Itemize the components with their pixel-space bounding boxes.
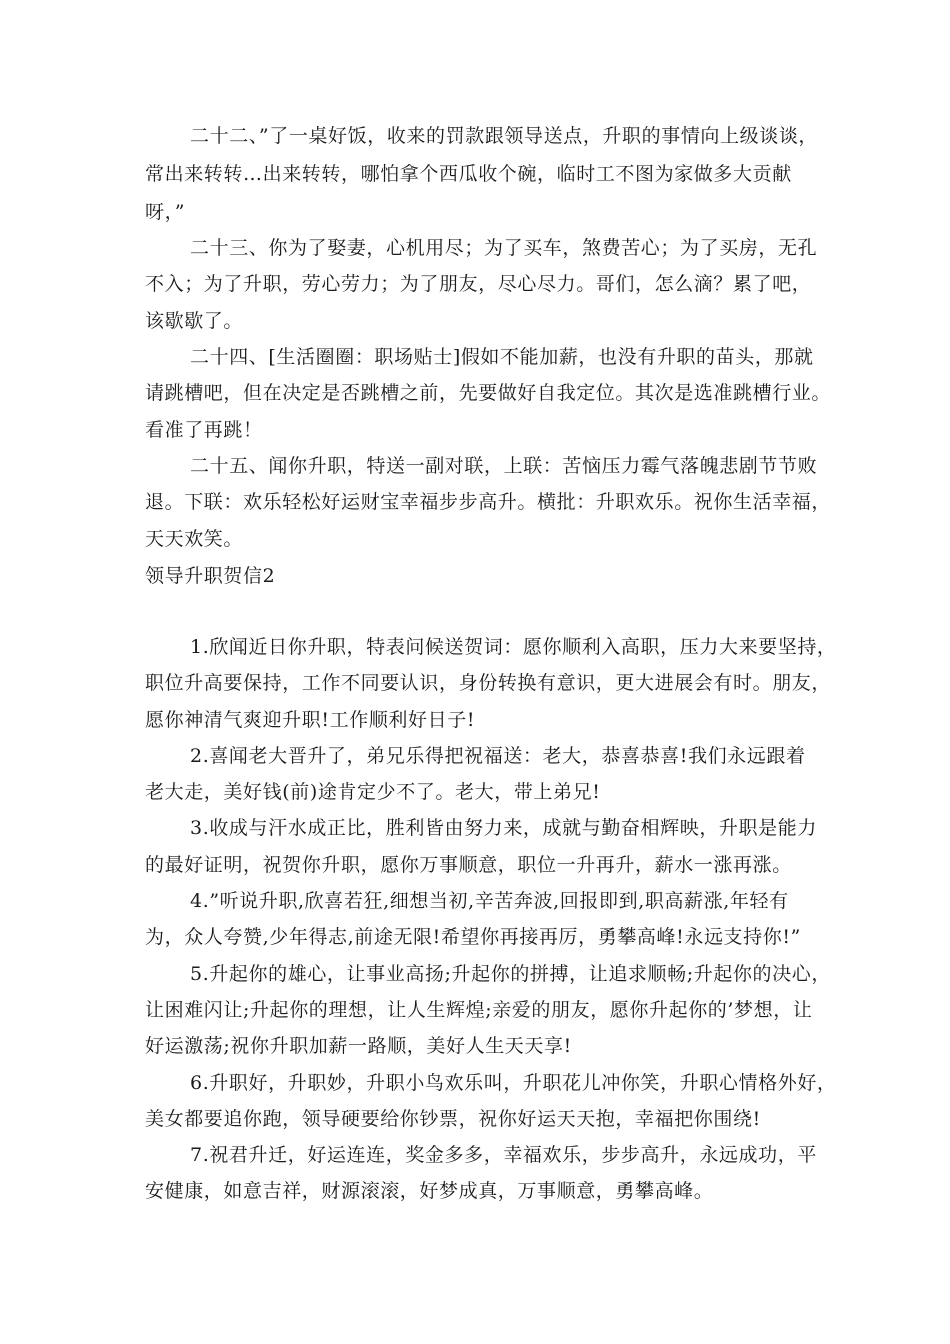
- paragraph-line: 7.祝君升迁，好运连连，奖金多多，幸福欢乐，步步高升，永远成功，平: [190, 1144, 817, 1166]
- paragraph-line: 6.升职好，升职妙，升职小鸟欢乐叫，升职花儿冲你笑，升职心情格外好，: [190, 1072, 837, 1094]
- paragraph-line: 安健康，如意吉祥，财源滚滚，好梦成真，万事顺意，勇攀高峰。: [145, 1180, 714, 1202]
- paragraph-line: 天天欢笑。: [145, 528, 244, 550]
- paragraph-line: 职位升高要保持，工作不同要认识，身份转换有意识，更大进展会有时。朋友，: [145, 672, 832, 694]
- paragraph-line: 1.欣闻近日你升职，特表问候送贺词：愿你顺利入高职，压力大来要坚持，: [190, 636, 837, 658]
- paragraph-line: 看准了再跳！: [145, 419, 263, 441]
- paragraph-line: 呀，”: [145, 201, 186, 223]
- paragraph-line: 该歇歇了。: [145, 310, 244, 332]
- paragraph-line: 二十四、[生活圈圈：职场贴士]假如不能加薪，也没有升职的苗头，那就: [190, 346, 814, 368]
- paragraph-line: 二十二、”了一桌好饭，收来的罚款跟领导送点，升职的事情向上级谈谈，: [190, 125, 819, 147]
- paragraph-line: 5.升起你的雄心，让事业高扬;升起你的拼搏，让追求顺畅;升起你的决心，: [190, 963, 831, 985]
- paragraph-line: 愿你神清气爽迎升职!工作顺利好日子!: [145, 709, 476, 731]
- section-title: 领导升职贺信2: [145, 565, 276, 587]
- paragraph-line: 好运激荡;祝你升职加薪一路顺，美好人生天天享!: [145, 1035, 572, 1057]
- paragraph-line: 老大走，美好钱(前)途肯定少不了。老大，带上弟兄!: [145, 781, 601, 803]
- paragraph-line: 常出来转转…出来转转，哪怕拿个西瓜收个碗，临时工不图为家做多大贡献: [145, 163, 792, 185]
- paragraph-line: 二十五、闻你升职，特送一副对联，上联：苦恼压力霉气落魄悲剧节节败: [190, 455, 818, 477]
- paragraph-line: 美女都要追你跑，领导硬要给你钞票，祝你好运天天抱，幸福把你围绕!: [145, 1108, 761, 1130]
- paragraph-line: 的最好证明，祝贺你升职，愿你万事顺意，职位一升再升，薪水一涨再涨。: [145, 854, 792, 876]
- paragraph-line: 请跳槽吧，但在决定是否跳槽之前，先要做好自我定位。其次是选准跳槽行业。: [145, 382, 832, 404]
- paragraph-line: 为，众人夸赞,少年得志,前途无限!希望你再接再厉，勇攀高峰!永远支持你!”: [145, 926, 801, 948]
- paragraph-line: 退。下联：欢乐轻松好运财宝幸福步步高升。横批：升职欢乐。祝你生活幸福，: [145, 491, 832, 513]
- paragraph-line: 4.”听说升职,欣喜若狂,细想当初,辛苦奔波,回报即到,职高薪涨,年轻有: [190, 890, 789, 912]
- paragraph-line: 3.收成与汗水成正比，胜利皆由努力来，成就与勤奋相辉映，升职是能力: [190, 817, 817, 839]
- paragraph-line: 让困难闪让;升起你的理想，让人生辉煌;亲爱的朋友，愿你升起你的’梦想，让: [145, 999, 813, 1021]
- paragraph-line: 2.喜闻老大晋升了，弟兄乐得把祝福送：老大，恭喜恭喜!我们永远跟着: [190, 745, 806, 767]
- paragraph-line: 不入；为了升职，劳心劳力；为了朋友，尽心尽力。哥们，怎么滴？累了吧，: [145, 273, 812, 295]
- paragraph-line: 二十三、你为了娶妻，心机用尽；为了买车，煞费苦心；为了买房，无孔: [190, 237, 818, 259]
